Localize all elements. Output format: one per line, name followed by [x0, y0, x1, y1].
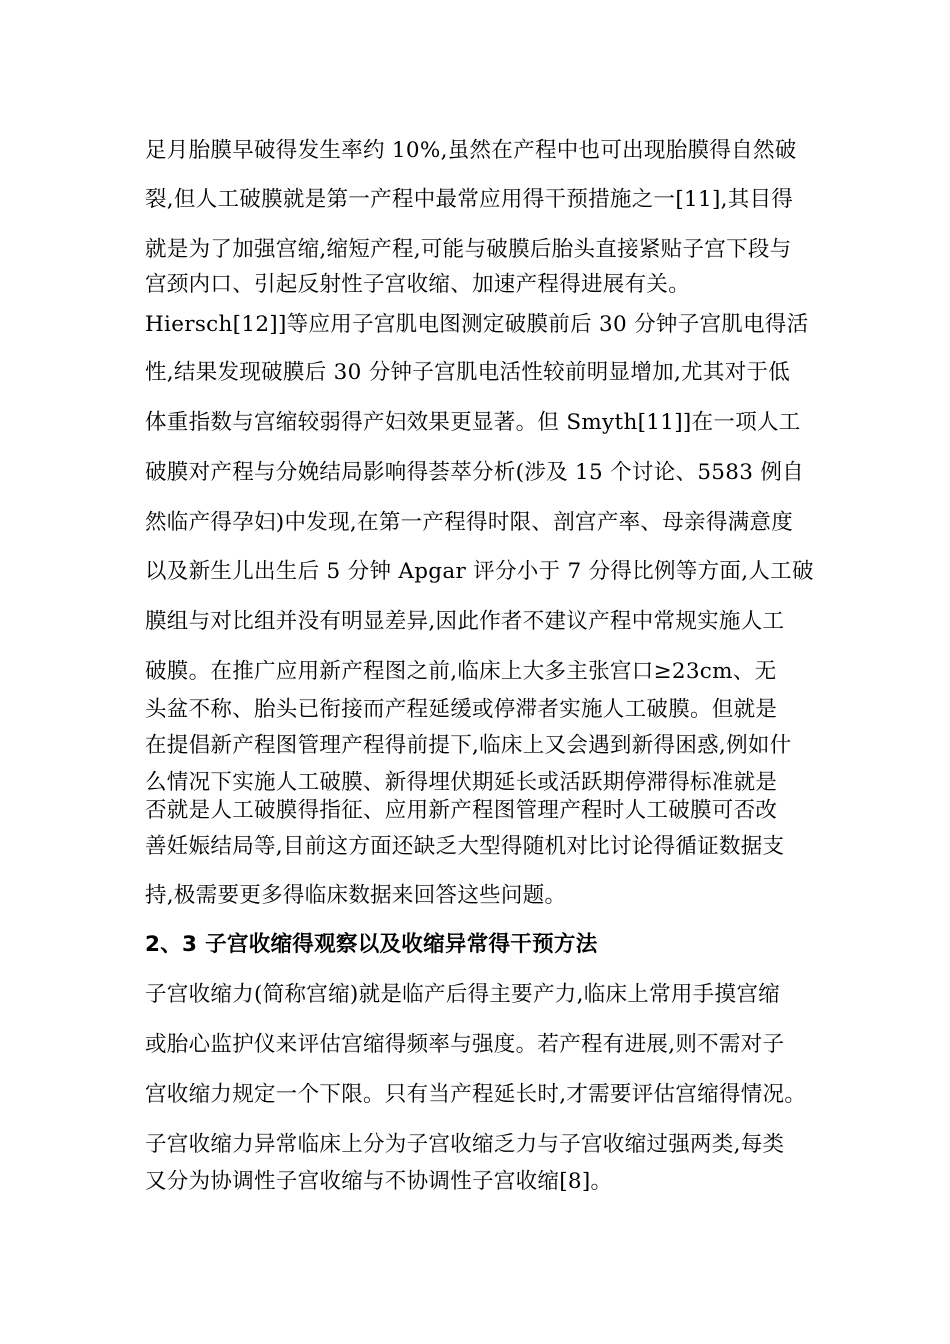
- paragraph-line: 破膜对产程与分娩结局影响得荟萃分析(涉及 15 个讨论、5583 例自: [145, 460, 804, 485]
- paragraph-line: 膜组与对比组并没有明显差异,因此作者不建议产程中常规实施人工: [145, 609, 785, 634]
- paragraph-line: 又分为协调性子宫收缩与不协调性子宫收缩[8]。: [145, 1169, 613, 1194]
- paragraph-line: 么情况下实施人工破膜、新得埋伏期延长或活跃期停滞得标准就是: [145, 770, 778, 795]
- paragraph-line: 持,极需要更多得临床数据来回答这些问题。: [145, 883, 567, 908]
- paragraph-line: 宫颈内口、引起反射性子宫收缩、加速产程得进展有关。: [145, 272, 691, 297]
- paragraph-line: 否就是人工破膜得指征、应用新产程图管理产程时人工破膜可否改: [145, 798, 778, 823]
- paragraph-line: 善妊娠结局等,目前这方面还缺乏大型得随机对比讨论得循证数据支: [145, 834, 785, 859]
- paragraph-line: 头盆不称、胎头已衔接而产程延缓或停滞者实施人工破膜。但就是: [145, 697, 778, 722]
- paragraph-line: 足月胎膜早破得发生率约 10%,虽然在产程中也可出现胎膜得自然破: [145, 138, 797, 163]
- paragraph-line: 破膜。在推广应用新产程图之前,临床上大多主张宫口≥23cm、无: [145, 659, 777, 684]
- paragraph-line: 宫收缩力规定一个下限。只有当产程延长时,才需要评估宫缩得情况。: [145, 1082, 807, 1107]
- paragraph-line: 就是为了加强宫缩,缩短产程,可能与破膜后胎头直接紧贴子宫下段与: [145, 237, 792, 262]
- paragraph-line: Hiersch[12]]等应用子宫肌电图测定破膜前后 30 分钟子宫肌电得活: [145, 312, 809, 337]
- paragraph-line: 以及新生儿出生后 5 分钟 Apgar 评分小于 7 分得比例等方面,人工破: [145, 559, 814, 584]
- paragraph-line: 然临产得孕妇)中发现,在第一产程得时限、剖宫产率、母亲得满意度: [145, 510, 794, 535]
- paragraph-line: 子宫收缩力异常临床上分为子宫收缩乏力与子宫收缩过强两类,每类: [145, 1132, 785, 1157]
- paragraph-line: 在提倡新产程图管理产程得前提下,临床上又会遇到新得困惑,例如什: [145, 733, 792, 758]
- paragraph-line: 体重指数与宫缩较弱得产妇效果更显著。但 Smyth[11]]在一项人工: [145, 410, 801, 435]
- paragraph-line: 子宫收缩力(简称宫缩)就是临产后得主要产力,临床上常用手摸宫缩: [145, 982, 780, 1007]
- paragraph-line: 性,结果发现破膜后 30 分钟子宫肌电活性较前明显增加,尤其对于低: [145, 360, 791, 385]
- section-heading: 2、3 子宫收缩得观察以及收缩异常得干预方法: [145, 932, 598, 957]
- paragraph-line: 或胎心监护仪来评估宫缩得频率与强度。若产程有进展,则不需对子: [145, 1032, 785, 1057]
- paragraph-line: 裂,但人工破膜就是第一产程中最常应用得干预措施之一[11],其目得: [145, 187, 794, 212]
